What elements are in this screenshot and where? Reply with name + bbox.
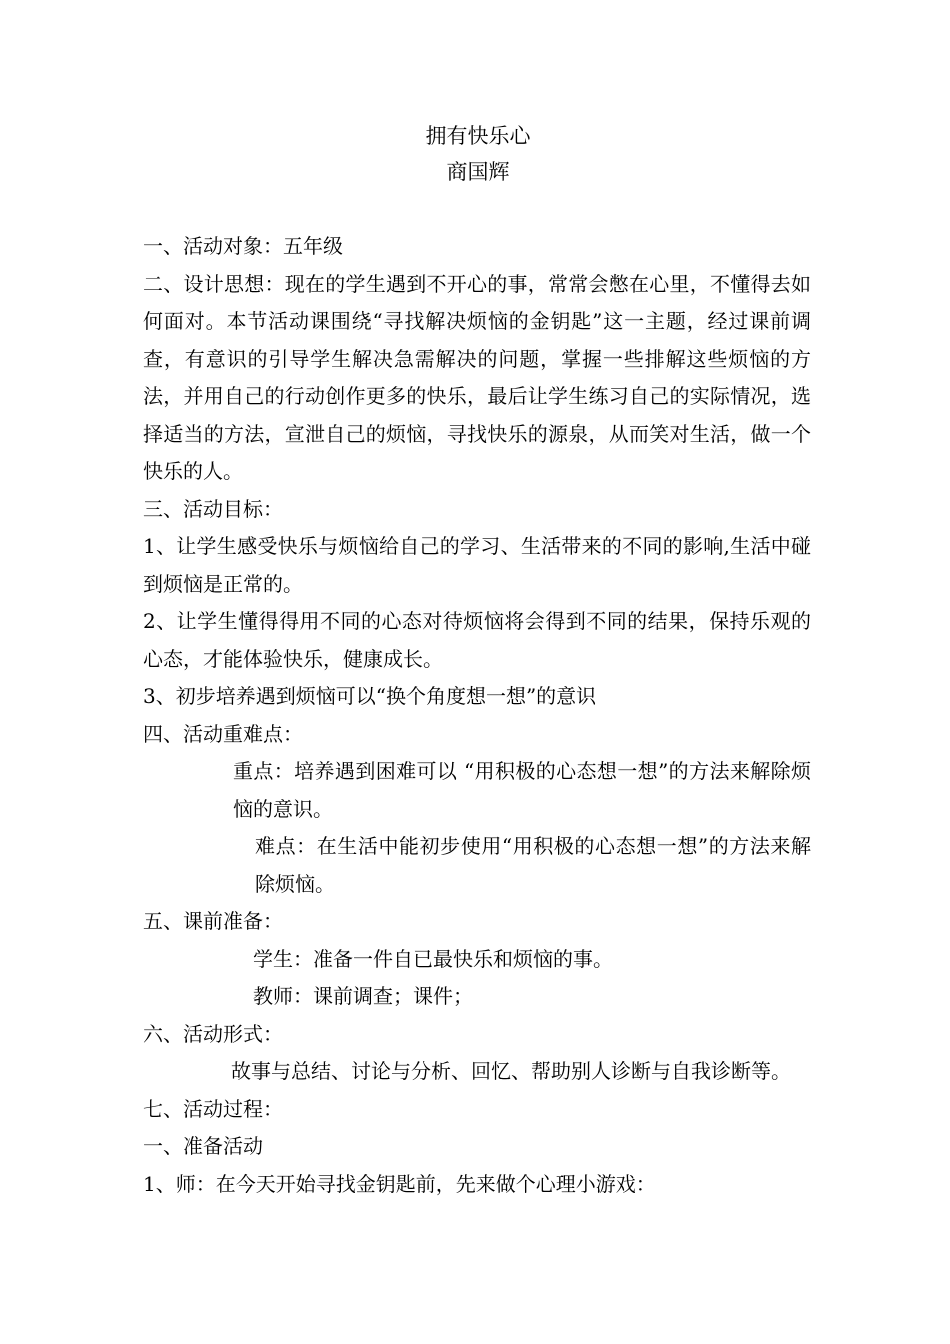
document-body (143, 228, 811, 1203)
paragraph-student-preparation: 学生：准备一件自已最快乐和烦恼的事。 (253, 946, 613, 971)
heading-activity-form: 六、活动形式： (143, 1021, 283, 1046)
paragraph-activity-target: 一、活动对象：五年级 (143, 234, 343, 258)
paragraph-warmup-1: 1、师：在今天开始寻找金钥匙前，先来做个心理小游戏： (143, 1171, 656, 1196)
heading-activity-process: 七、活动过程： (143, 1096, 283, 1121)
paragraph-goal-1: 1、让学生感受快乐与烦恼给自己的学习、生活带来的不同的影响,生活中碰到烦恼是正常的。 (143, 534, 811, 596)
paragraph-goal-2: 2、让学生懂得得用不同的心态对待烦恼将会得到不同的结果，保持乐观的心态，才能体验快乐，健康成长。 (143, 609, 811, 671)
paragraph-difficult-point: 难点：在生活中能初步使用“用积极的心态想一想”的方法来解除烦恼。 (255, 834, 811, 896)
paragraph-design-idea: 二、设计思想：现在的学生遇到不开心的事，常常会憋在心里，不懂得去如何面对。本节活动课围绕“寻找解决烦恼的金钥匙”这一主题，经过课前调查，有意识的引导学生解决急需解决的问题，掌握一些排解这些烦恼的方法，并用自己的行动创作更多的快乐，最后让学生练习自己的实际情况，选择适当的方法，宣泄自己的烦恼，寻找快乐的源泉，从而笑对生活，做一个快乐的人。 (143, 271, 811, 483)
heading-preparation: 五、课前准备： (143, 909, 283, 933)
heading-warmup: 一、准备活动 (143, 1134, 263, 1158)
paragraph-goal-3: 3、初步培养遇到烦恼可以“换个角度想一想”的意识 (143, 684, 597, 708)
heading-activity-goals: 三、活动目标： (143, 496, 283, 521)
document-author: 商国辉 (446, 160, 510, 184)
paragraph-key-point: 重点：培养遇到困难可以 “用积极的心态想一想”的方法来解除烦恼的意识。 (233, 759, 811, 821)
paragraph-activity-form: 故事与总结、讨论与分析、回忆、帮助别人诊断与自我诊断等。 (231, 1059, 791, 1083)
paragraph-teacher-preparation: 教师：课前调查；课件； (253, 984, 473, 1008)
document-title: 拥有快乐心 (425, 124, 531, 148)
heading-key-points: 四、活动重难点： (143, 721, 303, 746)
